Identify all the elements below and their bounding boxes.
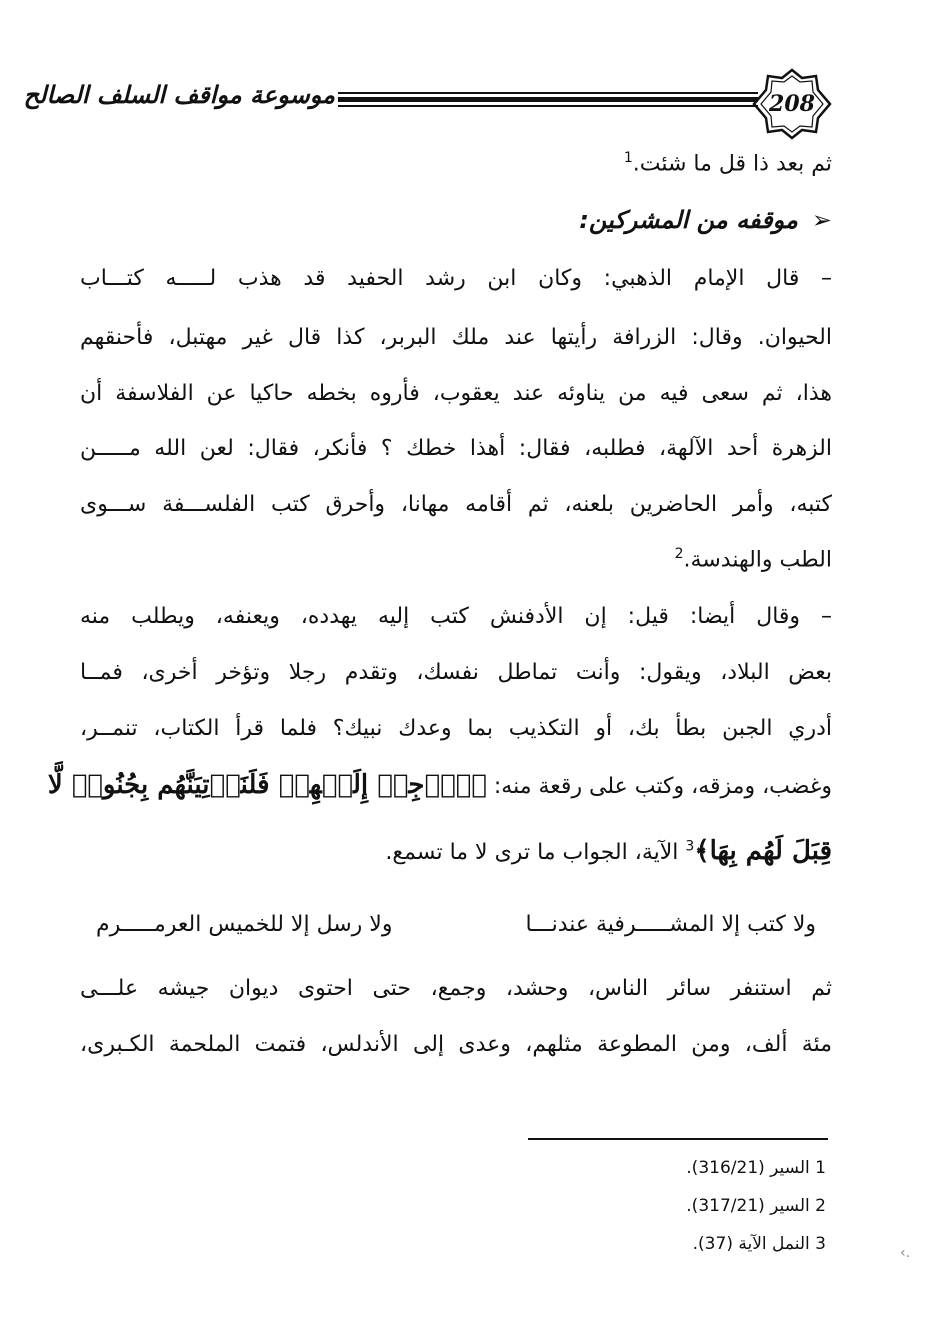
footnote-ref: 1 (623, 150, 633, 166)
paragraph-line: ثم استنفر سائر الناس، وحشد، وجمع، حتى احتوى ديوان جيشه علـــى (80, 976, 832, 1001)
footnote (693, 1234, 826, 1254)
paragraph-line: الحيوان. وقال: الزرافة رأيتها عند ملك البربر، كذا قال غير مهتبل، فأحنقهم (80, 325, 832, 350)
paragraph-line: هذا، ثم سعى فيه من يناوئه عند يعقوب، فأروه بخطه حاكيا عن الفلاسفة أن (80, 381, 832, 406)
paragraph-line: بعض البلاد، ويقول: وأنت تماطل نفسك، وتقدم رجلا وتؤخر أخرى، فمــا (80, 660, 832, 685)
footnote-number: 2 (815, 1196, 826, 1216)
paragraph-line: – وقال أيضا: قيل: إن الأدفنش كتب إليه يهدده، ويعنفه، ويطلب منه (80, 604, 832, 629)
footnote-text: السير (317/21). (686, 1196, 810, 1216)
line-text: وغضب، ومزقه، وكتب على رقعة منه: (493, 774, 832, 799)
footnote-ref: 3 (685, 838, 695, 855)
book-title: موسوعة مواقف السلف الصالح (23, 80, 335, 109)
footnote (686, 1158, 826, 1178)
page-number: 208 (769, 91, 815, 117)
paragraph-line: الزهرة أحد الآلهة، فطلبه، فقال: أهذا خطك ؟ فأنكر، فقال: لعن الله مـــــن (80, 436, 832, 461)
page-number-badge (752, 68, 832, 140)
verse-hemistich-second: ولا رسل إلا للخميس العرمـــــرم (96, 912, 393, 937)
intro-line: ثم بعد ذا قل ما شئت.$^1$ (623, 150, 832, 177)
poetry-verse (96, 912, 816, 952)
paragraph-line (80, 836, 832, 866)
page-header (23, 68, 832, 140)
paragraph-line: مئة ألف، ومن المطوعة مثلهم، وعدى إلى الأندلس، فتمت الملحمة الكـبرى، (80, 1032, 832, 1057)
quran-verse: قِبَلَ لَهُم بِهَا﴾ (694, 836, 832, 866)
verse-hemistich-first: ولا كتب إلا المشـــــرفية عندنـــا (525, 912, 816, 937)
header-rule (338, 92, 758, 110)
section-heading (579, 206, 832, 234)
paragraph-line: كتبه، وأمر الحاضرين بلعنه، ثم أقامه مهانا، وأحرق كتب الفلســـفة ســـوى (80, 492, 832, 517)
paragraph-line (47, 770, 832, 800)
footnote-number: 1 (815, 1158, 826, 1178)
margin-mark: ‹. (900, 1245, 911, 1261)
footnote (686, 1196, 826, 1216)
paragraph-line: – قال الإمام الذهبي: وكان ابن رشد الحفيد قد هذب لـــــه كتـــاب (80, 266, 832, 291)
arrow-icon: ➢ (811, 206, 832, 234)
footnote-text: النمل الآية (37). (692, 1234, 810, 1254)
paragraph-line: أدري الجبن بطأ بك، أو التكذيب بما وعدك نبيك؟ فلما قرأ الكتاب، تنمــر، (80, 716, 832, 741)
footnote-text: السير (316/21). (686, 1158, 810, 1178)
line-text: الآية، الجواب ما ترى لا ما تسمع. (385, 840, 679, 865)
footnote-separator (528, 1138, 828, 1140)
paragraph-line: الطب والهندسة.$^2$ (674, 546, 832, 573)
quran-verse: ﴿ٱرۡجِعۡ إِلَيۡهِمۡ فَلَنَأۡتِيَنَّهُم بِجُنُودٖ لَّا (47, 770, 487, 800)
footnote-number: 3 (815, 1234, 826, 1254)
heading-text: موقفه من المشركين: (579, 206, 798, 234)
footnote-ref: 2 (674, 546, 684, 562)
